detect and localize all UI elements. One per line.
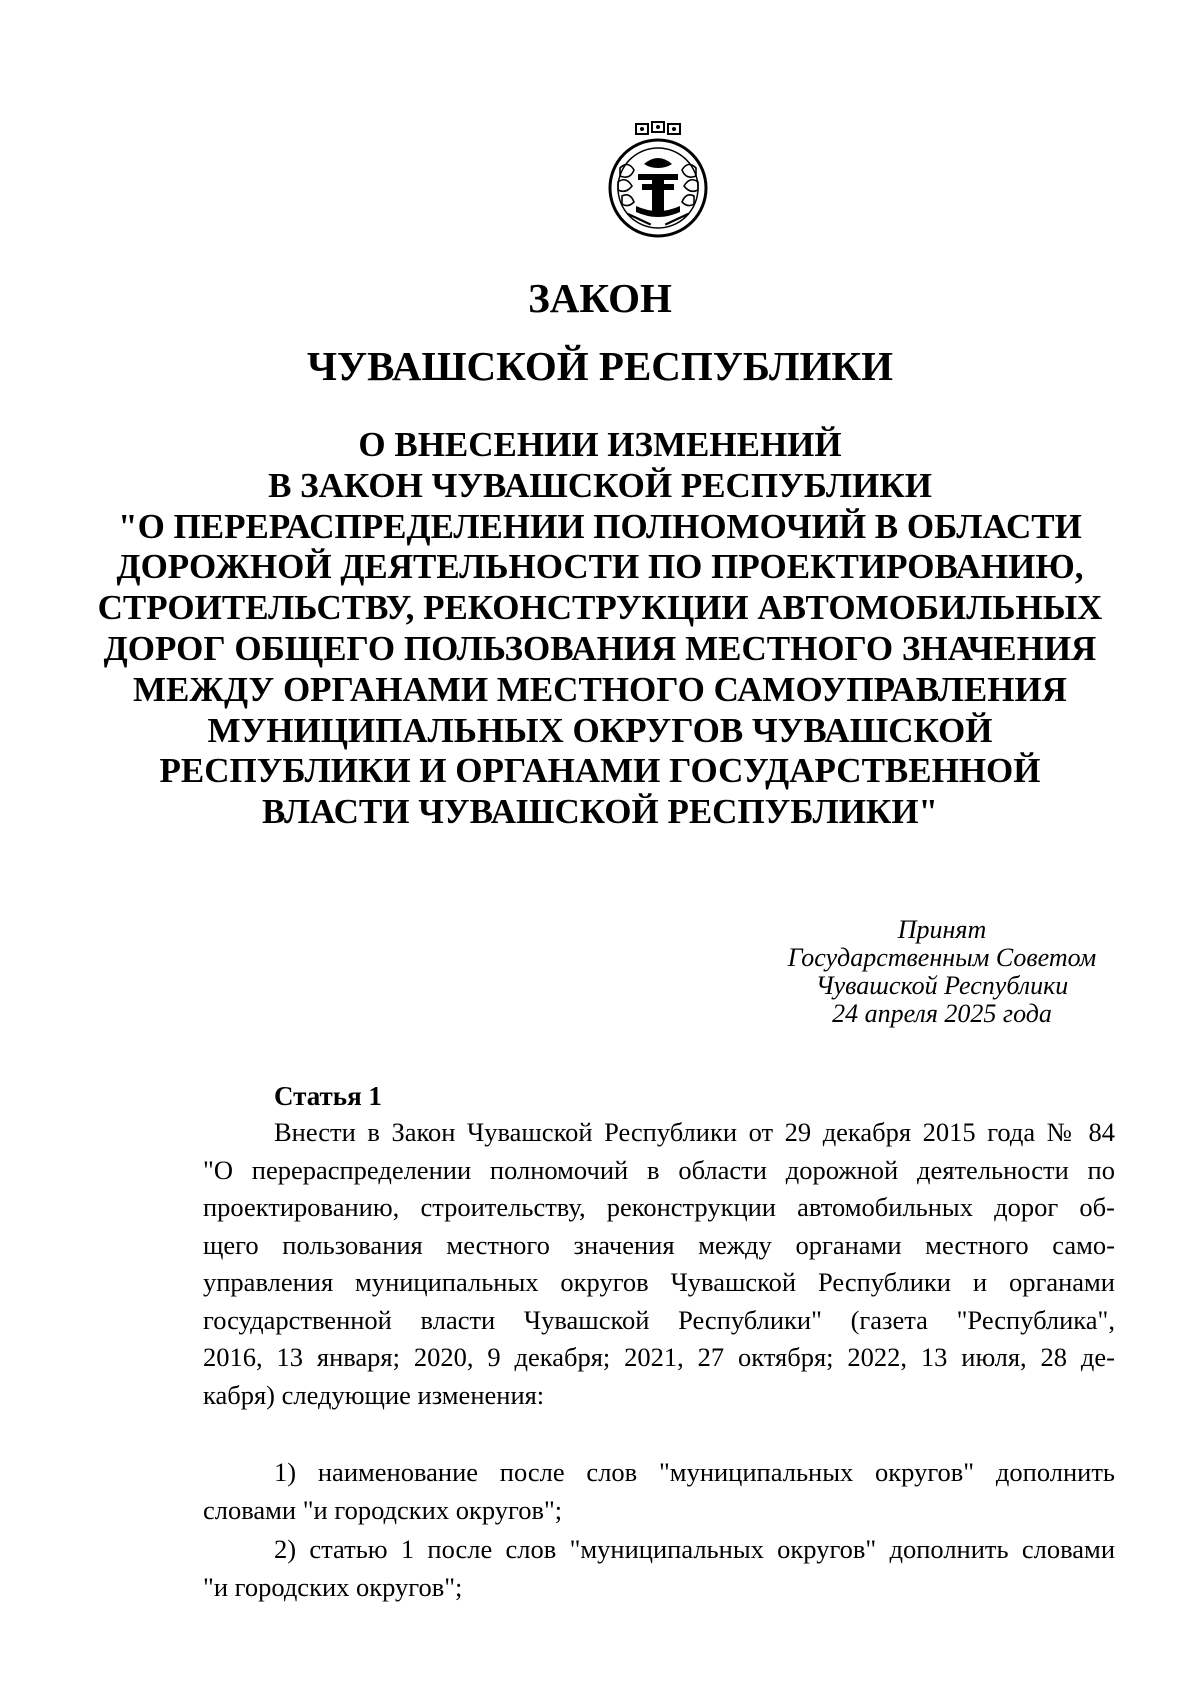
adoption-note	[780, 916, 1104, 1028]
paragraph-line: Внести в Закон Чувашской Республики от 29 декабря 2015 года № 84	[274, 1117, 1115, 1147]
paragraph-line: словами "и городских округов";	[203, 1494, 563, 1525]
subject-line: РЕСПУБЛИКИ И ОРГАНАМИ ГОСУДАРСТВЕННОЙ	[159, 751, 1041, 791]
paragraph-line: управления муниципальных округов Чувашской Республики и органами	[203, 1267, 1115, 1297]
chuvash-republic-emblem-icon	[596, 118, 720, 242]
subject-line: ВЛАСТИ ЧУВАШСКОЙ РЕСПУБЛИКИ"	[262, 792, 938, 832]
law-title	[0, 272, 1200, 392]
law-title-line-2: ЧУВАШСКОЙ РЕСПУБЛИКИ	[306, 343, 894, 389]
article-intro-paragraph	[203, 1114, 1115, 1414]
paragraph-line: государственной власти Чувашской Республики" (газета "Республика",	[203, 1304, 1115, 1335]
adoption-note-line: Принят	[897, 915, 987, 944]
paragraph-line: "О перераспределении полномочий в области дорожной деятельности по	[203, 1154, 1115, 1185]
article-heading: Статья 1	[274, 1081, 382, 1111]
paragraph-line: 2016, 13 января; 2020, 9 декабря; 2021, 27 октября; 2022, 13 июля, 28 де-	[203, 1342, 1115, 1372]
paragraph-line: 1) наименование после слов "муниципальных округов" дополнить	[274, 1457, 1115, 1487]
paragraph-line: "и городских округов";	[203, 1571, 463, 1602]
law-title-line-1: ЗАКОН	[528, 275, 672, 321]
subject-line: МЕЖДУ ОРГАНАМИ МЕСТНОГО САМОУПРАВЛЕНИЯ	[133, 669, 1067, 709]
subject-line: ДОРОГ ОБЩЕГО ПОЛЬЗОВАНИЯ МЕСТНОГО ЗНАЧЕНИЯ	[103, 628, 1097, 668]
article-item-1	[203, 1454, 1115, 1529]
adoption-note-line: Государственным Советом	[787, 943, 1097, 972]
subject-line: ДОРОЖНОЙ ДЕЯТЕЛЬНОСТИ ПО ПРОЕКТИРОВАНИЮ,	[116, 547, 1084, 587]
adoption-note-line: Чувашской Республики	[815, 971, 1069, 1000]
subject-line: О ВНЕСЕНИИ ИЗМЕНЕНИЙ	[358, 425, 842, 464]
paragraph-line: кабря) следующие изменения:	[203, 1379, 545, 1410]
subject-line: "О ПЕРЕРАСПРЕДЕЛЕНИИ ПОЛНОМОЧИЙ В ОБЛАСТИ	[118, 506, 1082, 546]
paragraph-line: 2) статью 1 после слов "муниципальных округов" дополнить словами	[274, 1534, 1115, 1564]
subject-line: В ЗАКОН ЧУВАШСКОЙ РЕСПУБЛИКИ	[268, 465, 932, 505]
subject-line: МУНИЦИПАЛЬНЫХ ОКРУГОВ ЧУВАШСКОЙ	[207, 710, 993, 750]
subject-line: СТРОИТЕЛЬСТВУ, РЕКОНСТРУКЦИИ АВТОМОБИЛЬНЫХ	[97, 588, 1103, 628]
paragraph-line: проектированию, строительству, реконструкции автомобильных дорог об-	[203, 1192, 1115, 1222]
law-subject	[0, 425, 1200, 833]
adoption-note-line: 24 апреля 2025 года	[832, 999, 1052, 1028]
paragraph-line: щего пользования местного значения между органами местного само-	[203, 1229, 1115, 1260]
article-item-2	[203, 1531, 1115, 1606]
